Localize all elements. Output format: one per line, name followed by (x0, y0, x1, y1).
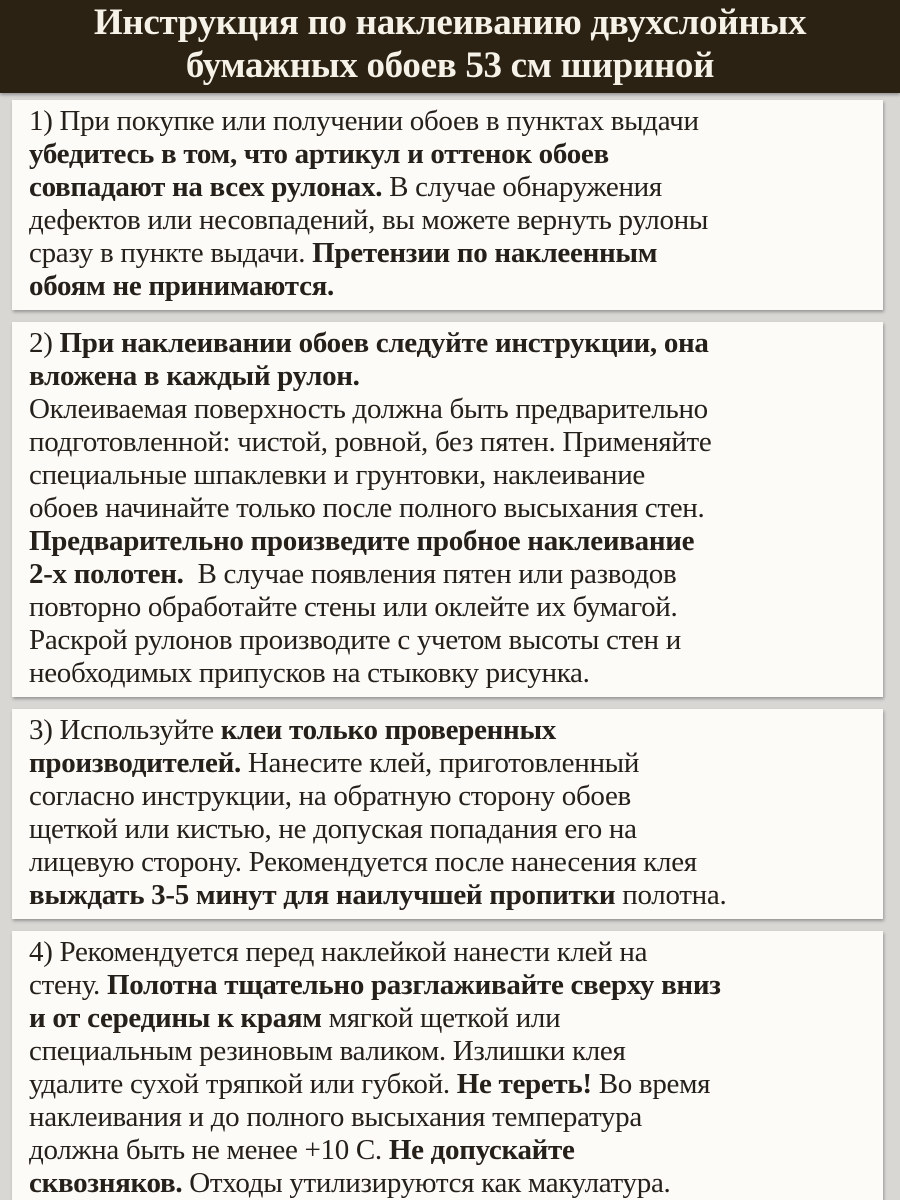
text-line: 2) При наклеивании обоев следуйте инструкции, она (29, 327, 709, 359)
page-title-line-2: бумажных обоев 53 см шириной (185, 45, 715, 86)
text-line: специальные шпаклевки и грунтовки, наклеивание (29, 459, 645, 491)
text-line: сквозняков. Отходы утилизируются как макулатура. (29, 1167, 671, 1199)
text-line: Предварительно произведите пробное наклеивание (29, 525, 695, 557)
text-line: повторно обработайте стены или оклейте их бумагой. (29, 591, 678, 623)
text-line: удалите сухой тряпкой или губкой. Не тереть! Во время (29, 1068, 711, 1100)
text-line: совпадают на всех рулонах. В случае обнаружения (29, 171, 662, 203)
text-line: обоям не принимаются. (29, 270, 334, 302)
text-line: убедитесь в том, что артикул и оттенок обоев (29, 138, 609, 170)
text-line: обоев начинайте только после полного высыхания стен. (29, 492, 705, 524)
instruction-block-3 (12, 709, 883, 919)
text-line: 1) При покупке или получении обоев в пунктах выдачи (29, 105, 699, 137)
text-line: 4) Рекомендуется перед наклейкой нанести клей на (29, 936, 648, 968)
instruction-body (0, 100, 900, 1200)
instruction-block-2 (12, 322, 883, 697)
text-line: согласно инструкции, на обратную сторону обоев (29, 780, 631, 812)
text-line: стену. Полотна тщательно разглаживайте сверху вниз (29, 969, 721, 1001)
text-line: щеткой или кистью, не допуская попадания его на (29, 813, 637, 845)
instruction-block-1 (12, 100, 883, 310)
text-line: Раскрой рулонов производите с учетом высоты стен и (29, 624, 681, 656)
text-line: производителей. Нанесите клей, приготовленный (29, 747, 640, 779)
text-line: 2-х полотен. В случае появления пятен или разводов (29, 558, 677, 590)
instruction-block-4 (12, 931, 883, 1200)
text-line: должна быть не менее +10 С. Не допускайте (29, 1134, 575, 1166)
text-line: выждать 3-5 минут для наилучшей пропитки полотна. (29, 879, 727, 911)
text-line: специальным резиновым валиком. Излишки клея (29, 1035, 626, 1067)
text-line: и от середины к краям мягкой щеткой или (29, 1002, 561, 1034)
text-line: 3) Используйте клеи только проверенных (29, 714, 556, 746)
text-line: Оклеиваемая поверхность должна быть предварительно (29, 393, 708, 425)
page-header (0, 0, 900, 93)
text-line: дефектов или несовпадений, вы можете вернуть рулоны (29, 204, 709, 236)
text-line: лицевую сторону. Рекомендуется после нанесения клея (29, 846, 697, 878)
page-title-line-1: Инструкция по наклеиванию двухслойных (93, 2, 807, 43)
text-line: необходимых припусков на стыковку рисунка. (29, 657, 590, 689)
text-line: сразу в пункте выдачи. Претензии по наклеенным (29, 237, 658, 269)
text-line: подготовленной: чистой, ровной, без пятен. Применяйте (29, 426, 712, 458)
text-line: вложена в каждый рулон. (29, 360, 360, 392)
text-line: наклеивания и до полного высыхания температура (29, 1101, 642, 1133)
